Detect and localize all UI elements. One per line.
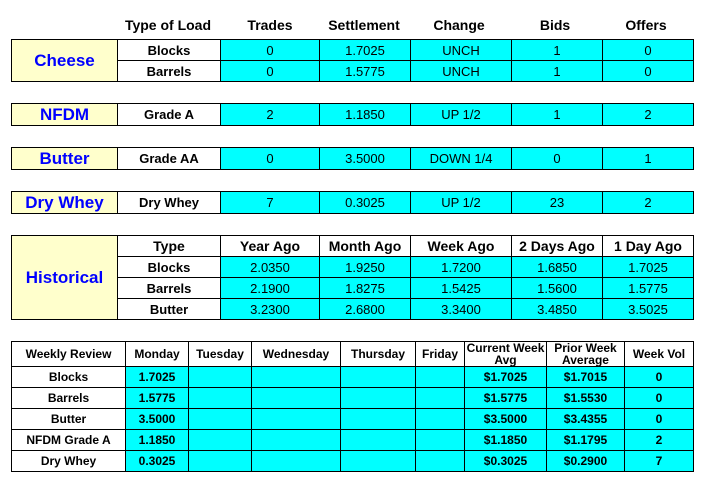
historical-cell: 1.5600 (512, 278, 603, 299)
weekly-cell-current-avg: $1.7025 (465, 367, 547, 388)
weekly-cell-thursday (341, 430, 416, 451)
weekly-header-week-vol: Week Vol (625, 342, 694, 367)
cheese-label: Cheese (12, 40, 118, 82)
historical-header-type: Type (118, 236, 221, 257)
historical-cell: 3.4850 (512, 299, 603, 320)
weekly-cell-thursday (341, 409, 416, 430)
historical-header-year-ago: Year Ago (221, 236, 320, 257)
weekly-cell-wednesday (252, 430, 341, 451)
nfdm-trades: 2 (221, 104, 320, 126)
weekly-cell-monday: 1.7025 (126, 367, 189, 388)
weekly-cell-tuesday (189, 430, 252, 451)
weekly-header-thursday: Thursday (341, 342, 416, 367)
drywhey-change: UP 1/2 (411, 192, 512, 214)
nfdm-change: UP 1/2 (411, 104, 512, 126)
weekly-cell-thursday (341, 388, 416, 409)
weekly-cell-week-vol: 0 (625, 367, 694, 388)
cheese-blocks-trades: 0 (221, 40, 320, 61)
drywhey-label: Dry Whey (12, 192, 118, 214)
drywhey-bids: 23 (512, 192, 603, 214)
weekly-cell-monday: 0.3025 (126, 451, 189, 472)
nfdm-table (11, 103, 694, 126)
butter-type: Grade AA (118, 148, 221, 170)
header-offers: Offers (625, 17, 667, 33)
cheese-blocks-offers: 0 (603, 40, 694, 61)
cheese-barrels-bids: 1 (512, 61, 603, 82)
weekly-cell-wednesday (252, 409, 341, 430)
weekly-header-monday: Monday (126, 342, 189, 367)
weekly-cell-week-vol: 2 (625, 430, 694, 451)
cheese-blocks-type: Blocks (118, 40, 221, 61)
historical-cell: 1.8275 (320, 278, 411, 299)
header-type-of-load: Type of Load (124, 17, 212, 33)
historical-row-type: Blocks (118, 257, 221, 278)
weekly-cell-week-vol: 0 (625, 388, 694, 409)
weekly-cell-prior-avg: $1.1795 (547, 430, 625, 451)
weekly-cell-monday: 3.5000 (126, 409, 189, 430)
drywhey-type: Dry Whey (118, 192, 221, 214)
weekly-row-label: NFDM Grade A (12, 430, 126, 451)
cheese-table (11, 39, 694, 82)
historical-cell: 1.7200 (411, 257, 512, 278)
weekly-cell-current-avg: $1.1850 (465, 430, 547, 451)
drywhey-offers: 2 (603, 192, 694, 214)
cheese-barrels-offers: 0 (603, 61, 694, 82)
weekly-row-label: Barrels (12, 388, 126, 409)
weekly-cell-tuesday (189, 367, 252, 388)
cheese-blocks-bids: 1 (512, 40, 603, 61)
nfdm-offers: 2 (603, 104, 694, 126)
historical-cell: 3.3400 (411, 299, 512, 320)
weekly-cell-wednesday (252, 451, 341, 472)
drywhey-settlement: 0.3025 (320, 192, 411, 214)
cheese-barrels-change: UNCH (411, 61, 512, 82)
weekly-row-label: Blocks (12, 367, 126, 388)
cheese-blocks-change: UNCH (411, 40, 512, 61)
cheese-blocks-settlement: 1.7025 (320, 40, 411, 61)
weekly-cell-week-vol: 0 (625, 409, 694, 430)
butter-settlement: 3.5000 (320, 148, 411, 170)
historical-cell: 3.2300 (221, 299, 320, 320)
historical-cell: 2.6800 (320, 299, 411, 320)
weekly-header-prior-week-average: Prior Week Average (547, 342, 625, 367)
weekly-cell-thursday (341, 367, 416, 388)
weekly-header-current-week-avg: Current Week Avg (465, 342, 547, 367)
historical-cell: 1.7025 (603, 257, 694, 278)
cheese-barrels-type: Barrels (118, 61, 221, 82)
nfdm-type: Grade A (118, 104, 221, 126)
butter-label: Butter (12, 148, 118, 170)
historical-cell: 2.0350 (221, 257, 320, 278)
weekly-cell-friday (416, 430, 465, 451)
butter-change: DOWN 1/4 (411, 148, 512, 170)
header-settlement: Settlement (328, 17, 400, 33)
weekly-cell-friday (416, 409, 465, 430)
historical-header-1-day-ago: 1 Day Ago (603, 236, 694, 257)
historical-row-type: Barrels (118, 278, 221, 299)
historical-header-month-ago: Month Ago (320, 236, 411, 257)
weekly-cell-prior-avg: $3.4355 (547, 409, 625, 430)
weekly-review-table (11, 341, 694, 472)
historical-label: Historical (12, 236, 118, 320)
drywhey-trades: 7 (221, 192, 320, 214)
weekly-cell-wednesday (252, 388, 341, 409)
header-bids: Bids (539, 17, 571, 33)
weekly-cell-current-avg: $0.3025 (465, 451, 547, 472)
weekly-cell-prior-avg: $0.2900 (547, 451, 625, 472)
butter-table (11, 147, 694, 170)
weekly-cell-monday: 1.1850 (126, 430, 189, 451)
weekly-cell-week-vol: 7 (625, 451, 694, 472)
weekly-cell-thursday (341, 451, 416, 472)
historical-cell: 1.9250 (320, 257, 411, 278)
butter-bids: 0 (512, 148, 603, 170)
weekly-cell-prior-avg: $1.7015 (547, 367, 625, 388)
weekly-cell-prior-avg: $1.5530 (547, 388, 625, 409)
weekly-cell-current-avg: $1.5775 (465, 388, 547, 409)
weekly-cell-friday (416, 367, 465, 388)
historical-cell: 3.5025 (603, 299, 694, 320)
historical-header-week-ago: Week Ago (411, 236, 512, 257)
historical-cell: 1.5775 (603, 278, 694, 299)
butter-trades: 0 (221, 148, 320, 170)
cheese-barrels-settlement: 1.5775 (320, 61, 411, 82)
historical-row-type: Butter (118, 299, 221, 320)
butter-offers: 1 (603, 148, 694, 170)
nfdm-label: NFDM (12, 104, 118, 126)
weekly-cell-current-avg: $3.5000 (465, 409, 547, 430)
weekly-cell-wednesday (252, 367, 341, 388)
weekly-cell-friday (416, 451, 465, 472)
drywhey-table (11, 191, 694, 214)
weekly-header-wednesday: Wednesday (252, 342, 341, 367)
weekly-cell-tuesday (189, 388, 252, 409)
weekly-row-label: Dry Whey (12, 451, 126, 472)
header-trades: Trades (247, 17, 293, 33)
nfdm-settlement: 1.1850 (320, 104, 411, 126)
historical-header-2-days-ago: 2 Days Ago (512, 236, 603, 257)
header-change: Change (433, 17, 485, 33)
historical-cell: 1.5425 (411, 278, 512, 299)
weekly-header-tuesday: Tuesday (189, 342, 252, 367)
weekly-cell-monday: 1.5775 (126, 388, 189, 409)
historical-table (11, 235, 694, 320)
historical-cell: 2.1900 (221, 278, 320, 299)
weekly-row-label: Butter (12, 409, 126, 430)
nfdm-bids: 1 (512, 104, 603, 126)
weekly-header-friday: Friday (416, 342, 465, 367)
weekly-cell-tuesday (189, 409, 252, 430)
weekly-cell-tuesday (189, 451, 252, 472)
weekly-cell-friday (416, 388, 465, 409)
cheese-barrels-trades: 0 (221, 61, 320, 82)
weekly-header-weekly-review: Weekly Review (12, 342, 126, 367)
historical-cell: 1.6850 (512, 257, 603, 278)
